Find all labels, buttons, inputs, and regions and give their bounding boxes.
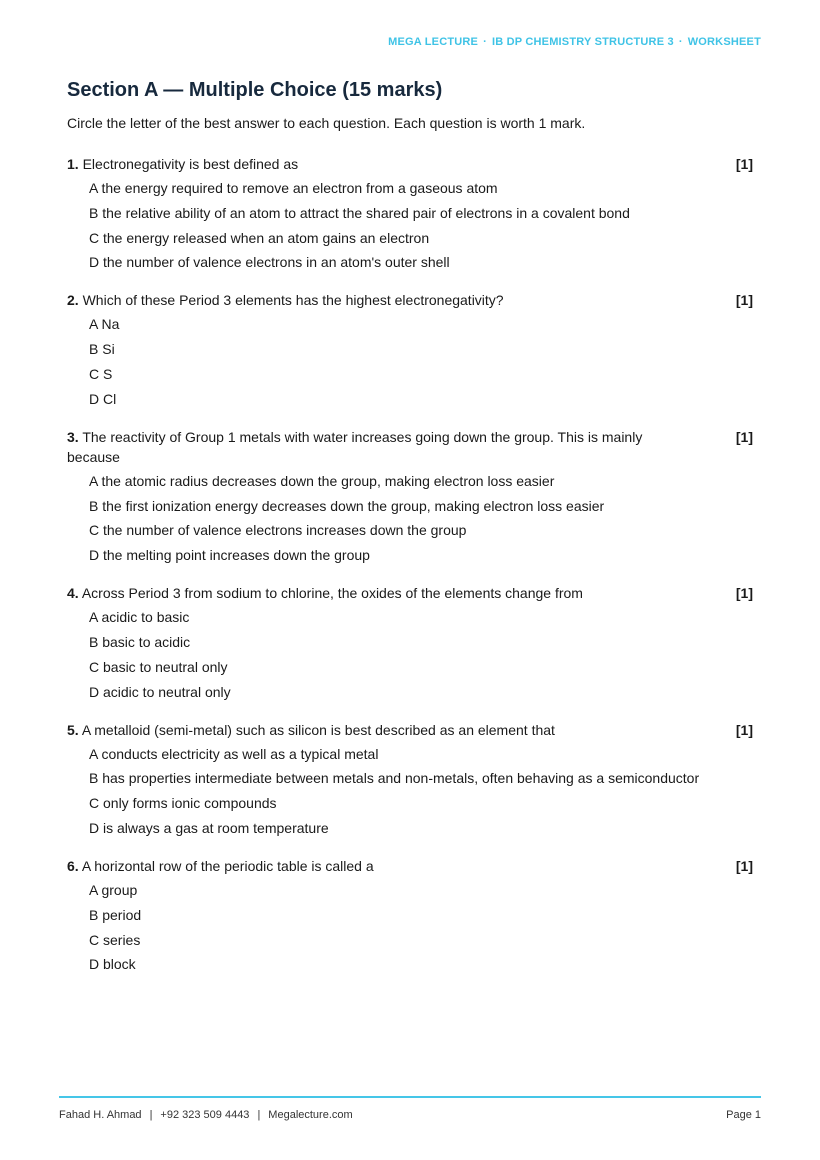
option-c[interactable]: C only forms ionic compounds xyxy=(89,795,277,812)
question-2 xyxy=(67,290,761,408)
option-b[interactable]: B the first ionization energy decreases down the group, making electron loss easier xyxy=(89,497,605,514)
option-d[interactable]: D block xyxy=(89,956,136,973)
option-d[interactable]: D Cl xyxy=(89,390,117,407)
option-b[interactable]: B has properties intermediate between metals and non-metals, often behaving as a semiconductor xyxy=(89,770,700,787)
option-b[interactable]: B basic to acidic xyxy=(89,633,191,650)
question-marks: [1] xyxy=(735,428,753,445)
section-instructions: Circle the letter of the best answer to each question. Each question is worth 1 mark. xyxy=(67,115,586,131)
question-1 xyxy=(67,154,761,272)
answer-options xyxy=(67,178,761,272)
option-d[interactable]: D the number of valence electrons in an atom's outer shell xyxy=(89,254,450,271)
option-d[interactable]: D acidic to neutral only xyxy=(89,683,231,700)
question-3 xyxy=(67,427,761,565)
question-text: A horizontal row of the periodic table is called a xyxy=(81,857,374,874)
option-a[interactable]: A Na xyxy=(89,316,120,333)
option-b[interactable]: B period xyxy=(89,906,142,923)
question-6 xyxy=(67,856,761,974)
answer-options xyxy=(67,471,761,565)
option-c[interactable]: C series xyxy=(89,931,141,948)
option-a[interactable]: A conducts electricity as well as a typical metal xyxy=(89,745,379,762)
header-separator: · xyxy=(678,36,683,48)
question-5 xyxy=(67,720,761,838)
answer-options xyxy=(67,314,761,408)
question-stem xyxy=(67,427,761,467)
option-c[interactable]: C basic to neutral only xyxy=(89,658,228,675)
question-text: The reactivity of Group 1 metals with water increases going down the group. This is mainly because xyxy=(67,428,643,465)
question-marks: [1] xyxy=(735,585,753,602)
question-text: Electronegativity is best defined as xyxy=(82,156,299,172)
header-brand: MEGA LECTURE xyxy=(388,36,479,48)
question-marks: [1] xyxy=(735,156,753,172)
question-stem xyxy=(67,290,761,310)
question-marks: [1] xyxy=(735,721,753,738)
answer-options xyxy=(67,607,761,701)
question-number: 4. xyxy=(67,585,79,602)
header-course: IB DP CHEMISTRY STRUCTURE 3 xyxy=(491,36,674,48)
question-text: Which of these Period 3 elements has the highest electronegativity? xyxy=(82,292,504,309)
option-c[interactable]: C the number of valence electrons increases down the group xyxy=(89,522,467,539)
question-number: 3. xyxy=(67,428,79,445)
option-b[interactable]: B the relative ability of an atom to attract the shared pair of electrons in a covalent bond xyxy=(89,204,630,221)
page-number: Page 1 xyxy=(726,1109,761,1121)
footer-author: Fahad H. Ahmad xyxy=(59,1109,142,1121)
answer-options xyxy=(67,880,761,974)
question-number: 2. xyxy=(67,292,79,309)
option-a[interactable]: A the energy required to remove an electron from a gaseous atom xyxy=(89,180,498,196)
header-doc-type: WORKSHEET xyxy=(687,36,761,48)
question-stem xyxy=(67,856,761,876)
option-b[interactable]: B Si xyxy=(89,341,115,358)
question-number: 5. xyxy=(67,721,79,738)
question-text: A metalloid (semi-metal) such as silicon is best described as an element that xyxy=(81,721,555,738)
answer-options xyxy=(67,744,761,838)
question-text: Across Period 3 from sodium to chlorine, the oxides of the elements change from xyxy=(81,585,583,602)
footer-contact xyxy=(59,1109,353,1121)
option-d[interactable]: D the melting point increases down the group xyxy=(89,547,370,564)
question-marks: [1] xyxy=(735,292,753,309)
question-number: 1. xyxy=(67,156,79,172)
question-number: 6. xyxy=(67,857,79,874)
footer-separator: | xyxy=(149,1109,153,1121)
question-stem xyxy=(67,720,761,740)
question-list xyxy=(67,154,761,992)
page-header xyxy=(388,36,761,48)
option-a[interactable]: A the atomic radius decreases down the group, making electron loss easier xyxy=(89,472,555,489)
option-c[interactable]: C the energy released when an atom gains an electron xyxy=(89,229,430,246)
option-a[interactable]: A group xyxy=(89,881,138,898)
question-marks: [1] xyxy=(735,857,753,874)
footer-separator: | xyxy=(257,1109,261,1121)
option-a[interactable]: A acidic to basic xyxy=(89,609,190,626)
option-d[interactable]: D is always a gas at room temperature xyxy=(89,819,329,836)
question-4 xyxy=(67,583,761,701)
footer-phone: +92 323 509 4443 xyxy=(160,1109,250,1121)
question-stem xyxy=(67,583,761,603)
header-separator: · xyxy=(483,36,487,48)
question-stem xyxy=(67,154,761,174)
footer-divider xyxy=(59,1096,761,1098)
footer-website[interactable]: Megalecture.com xyxy=(268,1109,353,1121)
section-title: Section A — Multiple Choice (15 marks) xyxy=(67,79,443,101)
option-c[interactable]: C S xyxy=(89,365,113,382)
